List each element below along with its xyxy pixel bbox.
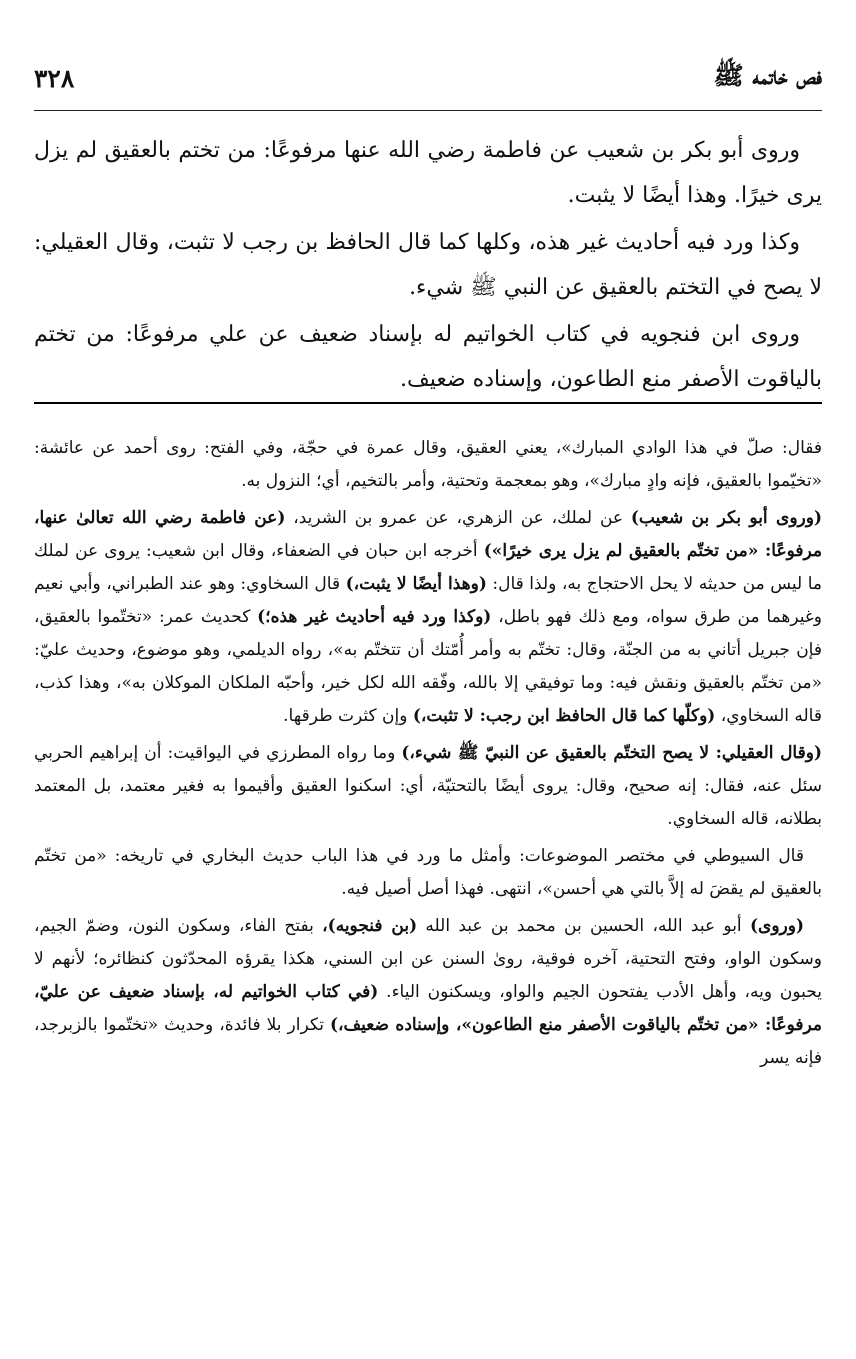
commentary-paragraph: قال السيوطي في مختصر الموضوعات: وأمثل ما ورد في هذا الباب حديث البخاري في تاريخه: «من تختّم بالعقيق لم يقضَ له إلاَّ بالتي هي أحسن»، انتهى. فهذا أصل أصيل فيه. — [34, 846, 822, 899]
main-paragraph: وروى ابن فنجويه في كتاب الخواتيم له بإسناد ضعيف عن علي مرفوعًا: من تختم بالياقوت الأصفر منع الطاعون، وإسناده ضعيف. — [34, 322, 822, 392]
commentary-paragraph — [34, 502, 822, 733]
commentary-text-run: قال السخاوي: وهو عند الطبراني، وأبي نعيم وغيرهما من طرق سواه، ومع ذلك فهو باطل، — [34, 574, 822, 627]
commentary-text-run: أخرجه ابن حبان في الضعفاء، وقال ابن شعيب: يروى عن لملك ما ليس من حديثه لا يحل الاحتجاج به، ولذا قال: — [34, 541, 823, 594]
commentary-text-run: كحديث عمر: «تختّموا بالعقيق، فإن جبريل أتاني به من الجنّة، وقال: تختّم به وأمر أُمّتك أن تتختّم به»، رواه الديلمي، وهو موضوع، وحديث عليّ: «من تختّم بالعقيق ونقش فيه: وما توفيقي إلا بالله، وفّقه الله لكل خير، وأحبّه الملكان الموكلان به»، وهذا كذب، قاله السخاوي، — [34, 607, 822, 726]
main-text — [34, 128, 822, 404]
commentary-text-run: وما رواه المطرزي في اليواقيت: أن إبراهيم الحربي سئل عنه، فقال: إنه صحيح، وقال: يروى أيضًا بالتحتيّة، أي: اسكنوا العقيق وأقيموا به فغير معتمد، بل المعتمد بطلانه، قاله السخاوي. — [34, 743, 822, 829]
header-rule — [34, 110, 822, 111]
quoted-text: (وهذا أيضًا لا يثبت،) — [345, 574, 487, 594]
quoted-text: (وكلّها كما قال الحافظ ابن رجب: لا تثبت،) — [412, 706, 716, 726]
page-number: ٣٢٨ — [34, 63, 75, 93]
commentary-text-run: عن لملك، عن الزهري، عن عمرو بن الشريد، — [285, 508, 631, 528]
commentary-paragraph: فقال: صلّ في هذا الوادي المبارك»، يعني العقيق، وقال عمرة في حجّة، وفي الفتح: روى أحمد عن عائشة: «تخيّموا بالعقيق، فإنه وادٍ مبارك»، وهو بمعجمة وتحتية، وأمر بالتخيم، أي؛ النزول به. — [34, 438, 822, 491]
section-divider — [34, 402, 822, 404]
commentary-text-run: بفتح الفاء، وسكون النون، وضمّ الجيم، وسكون الواو، وفتح التحتية، آخره فوقية، روىٰ السنن عن ابن السني، هكذا يقرؤه المحدّثون كنظائره؛ لأنهم لا يحبون ويه، وأهل الأدب يفتحون الجيم والواو، ويسكنون الياء. — [34, 916, 822, 1002]
commentary-text-run: وإن كثرت طرقها. — [283, 706, 413, 726]
commentary-text — [34, 432, 822, 1079]
quoted-text: (وروى أبو بكر بن شعيب) — [630, 508, 822, 528]
quoted-text: (عن فاطمة رضي الله تعالىٰ عنها، مرفوعًا: «من تختّم بالعقيق لم يزل يرى خيرًا») — [34, 508, 822, 561]
commentary-text-run: أبو عبد الله، الحسين بن محمد بن عبد الله — [417, 916, 750, 936]
page-header — [34, 58, 822, 98]
quoted-text: (وقال العقيلي: لا يصح التختّم بالعقيق عن النبيّ ﷺ شيء،) — [401, 743, 822, 763]
commentary-paragraph — [34, 737, 822, 836]
running-title: فص خاتمه ﷺ — [713, 60, 822, 90]
main-paragraph: وروى أبو بكر بن شعيب عن فاطمة رضي الله عنها مرفوعًا: من تختم بالعقيق لم يزل يرى خيرًا. وهذا أيضًا لا يثبت. — [34, 138, 822, 208]
quoted-text: (في كتاب الخواتيم له، بإسناد ضعيف عن عليّ، مرفوعًا: «من تختّم بالياقوت الأصفر منع الطاعون»، وإسناده ضعيف،) — [34, 982, 822, 1035]
quoted-text: (بن فنجويه)، — [322, 916, 418, 936]
quoted-text: (وروى) — [749, 916, 805, 936]
commentary-paragraph — [34, 910, 822, 1075]
main-paragraph: وكذا ورد فيه أحاديث غير هذه، وكلها كما قال الحافظ بن رجب لا تثبت، وقال العقيلي: لا يصح في التختم بالعقيق عن النبي ﷺ شيء. — [34, 230, 822, 300]
commentary-text-run: تكرار بلا فائدة، وحديث «تختّموا بالزبرجد، فإنه يسر — [34, 1015, 822, 1068]
quoted-text: (وكذا ورد فيه أحاديث غير هذه؛) — [257, 607, 492, 627]
